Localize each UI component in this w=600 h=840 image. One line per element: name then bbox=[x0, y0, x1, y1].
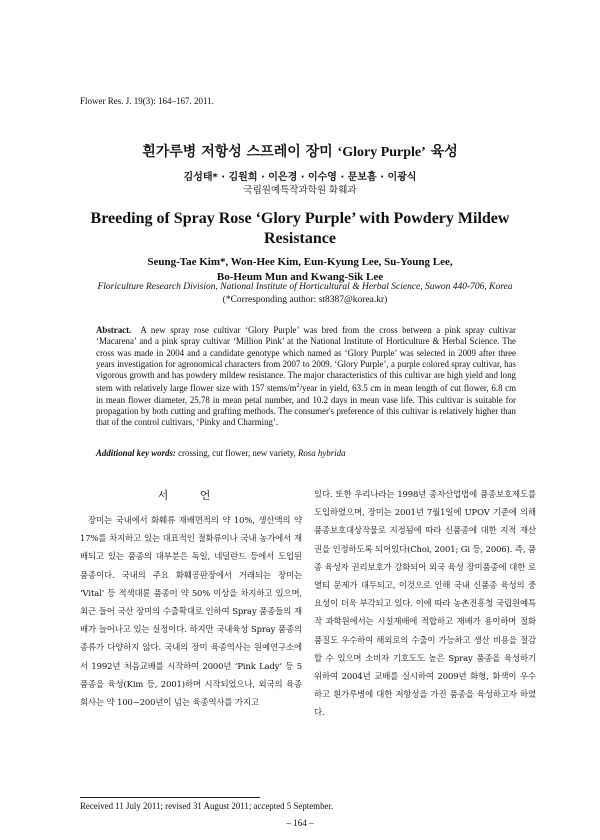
korean-title bbox=[0, 141, 600, 161]
footnote-divider bbox=[80, 797, 260, 798]
abstract-text-part1: A new spray rose cultivar ‘Glory Purple’ was bred from the cross between a pink spray cultivar ‘Macarena’ and a pink spray cultivar ‘Million Pink’ at the National Institute of Horticulture & Herbal Science. The cross was made in 2004 and a candidate genotype which named as ‘Glory Purple’ was selected in 2009 after three years investigation for agronomical characters from 2007 to 2009. ‘Glory Purple’, a purple colored spray cultivar, has vigorous growth and has powdery mildew resistance. The major characteristics of this cultivar are high yield and long stem with relatively large flower size with 157 stems/m bbox=[96, 325, 517, 394]
introduction-left-column bbox=[80, 511, 302, 711]
corresponding-author: (*Corresponding author: st8387@korea.kr) bbox=[222, 295, 388, 305]
key-words-text: crossing, cut flower, new variety, bbox=[175, 448, 298, 458]
korean-authors: 김성태* · 김원희 · 이은경 · 이수영 · 문보흠 · 이광식 bbox=[183, 172, 417, 183]
journal-citation: Flower Res. J. 19(3): 164–167. 2011. bbox=[80, 96, 214, 106]
key-words bbox=[96, 448, 516, 458]
abstract bbox=[96, 325, 516, 429]
abstract-text-part2: /year in yield, 63.5 cm in mean length of cut flower, 6.8 cm in mean flower diameter, 25.78 in mean petal number, and 10.2 days in mean vase life. This cultivar is suitable for propagation by both cutting and grafting methods. The consumer's preference of this cultivar is relatively higher than that of the control cultivars, ‘Pinky and Charming’. bbox=[96, 383, 517, 428]
english-affiliation bbox=[70, 281, 540, 307]
english-authors-line1: Seung-Tae Kim*, Won-Hee Kim, Eun-Kyung Lee, Su-Young Lee, bbox=[147, 256, 453, 268]
english-authors-line2: Bo-Heum Mun and Kwang-Sik Lee bbox=[216, 271, 384, 283]
intro-paragraph-1: 장미는 국내에서 화훼류 재배면적의 약 10%, 생산액의 약 17%를 차지하고 있는 대표적인 절화류이나 국내 농가에서 재배되고 있는 품종의 대부분은 독일, 네덜란드 등에서 도입된 품종이다. 국내의 주요 화훼공판장에서 거래되는 장미는 ‘Vital’ 등 적색대륜 품종이 약 50% 이상을 차지하고 있으며, 최근 들어 국산 장미의 수출확대로 인하여 Spray 품종들의 재배가 늘어나고 있는 실정이다. 하지만 국내육성 Spray 품종의 종류가 다양하지 않다. 국내의 장미 육종역사는 원예연구소에서 1992년 처음교배를 시작하여 2000년 ‘Pink Lady’ 등 5품종을 육성(Kim 등, 2001)하며 시작되었으나, 외국의 육종회사는 약 100~200년이 넘는 육종역사를 가지고 bbox=[80, 515, 302, 708]
introduction-right-column bbox=[314, 485, 536, 722]
korean-title-suffix: 육성 bbox=[425, 144, 458, 160]
section-heading-introduction: 서 언 bbox=[157, 489, 225, 502]
key-words-label: Additional key words: bbox=[96, 448, 176, 458]
english-title: Breeding of Spray Rose ‘Glory Purple’ with Powdery Mildew Resistance bbox=[90, 210, 510, 247]
korean-affiliation: 국립원예특작과학원 화훼과 bbox=[243, 185, 357, 196]
abstract-superscript: 2 bbox=[296, 383, 300, 390]
abstract-label: Abstract. bbox=[96, 325, 132, 335]
received-dates: Received 11 July 2011; revised 31 August 2011; accepted 5 September. bbox=[80, 801, 334, 811]
korean-title-cultivar: ‘Glory Purple’ bbox=[337, 145, 426, 160]
key-words-species: Rosa hybrida bbox=[297, 448, 346, 458]
page-number: – 164 – bbox=[286, 818, 314, 828]
affiliation-text: Floriculture Research Division, National Institute of Horticultural & Herbal Science, Suwon 440-706, Korea bbox=[97, 282, 513, 292]
korean-title-main: 흰가루병 저항성 스프레이 장미 bbox=[142, 144, 338, 160]
intro-paragraph-2: 있다. 또한 우리나라는 1998년 종자산업법에 품종보호제도를 도입하였으며, 장미는 2001년 7월1일에 UPOV 기준에 의해 품종보호대상작물로 지정됨에 따라 신품종에 대한 지적 재산권을 인정하도록 되어있다(Choi, 2001; Gi 등, 2006). 즉, 품종 육성자 권리보호가 강화되어 외국 육성 장미품종에 대한 로열티 문제가 대두되고, 이것으로 인해 국내 신품종 육성의 중요성이 더욱 부각되고 있다. 이에 따라 농촌진흥청 국립원예특작 과학원에서는 시설재배에 적합하고 재배가 용이하며 절화품질도 우수하여 해외로의 수출이 가능하고 생산 비용을 절감할 수 있으며 소비자 기호도도 높은 Spray 품종을 육성하기 위하여 2004년 교배를 실시하여 2009년 화형, 화색이 우수하고 흰가루병에 대한 저항성을 가진 품종을 육성하고자 하였다. bbox=[314, 489, 536, 718]
